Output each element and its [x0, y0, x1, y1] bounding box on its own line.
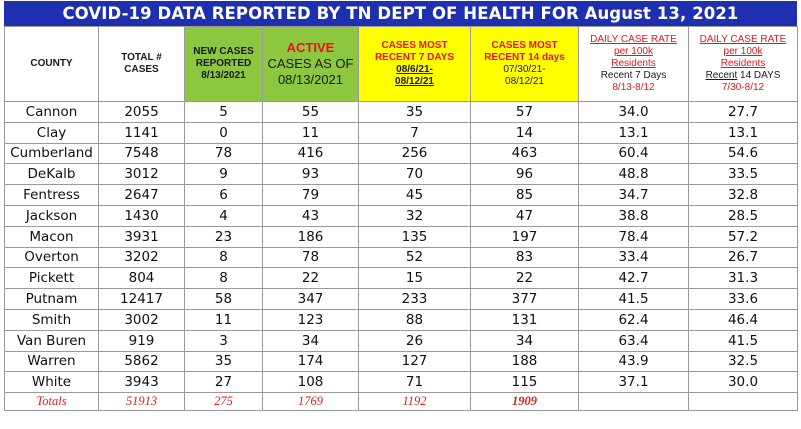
cell-new-cases: 0 — [185, 122, 263, 143]
cell-total-cases: 919 — [99, 330, 185, 351]
cell-recent-7: 35 — [359, 102, 471, 123]
cell-recent-7: 7 — [359, 122, 471, 143]
cell-active-cases: 186 — [263, 226, 359, 247]
cell-recent-14: 96 — [471, 164, 579, 185]
cell-total-cases: 3943 — [99, 372, 185, 393]
cell-active-cases: 55 — [263, 102, 359, 123]
cell-new-cases: 11 — [185, 309, 263, 330]
cell-new-cases: 8 — [185, 247, 263, 268]
cell-county: Smith — [5, 309, 99, 330]
cell-total-cases: 2055 — [99, 102, 185, 123]
cell-recent-14: 115 — [471, 372, 579, 393]
cell-recent-14: 34 — [471, 330, 579, 351]
cell-rate-14: 26.7 — [689, 247, 798, 268]
cell-total-cases: 3931 — [99, 226, 185, 247]
table-row — [5, 372, 798, 393]
cell-active-cases: 43 — [263, 205, 359, 226]
cell-rate-7: 37.1 — [579, 372, 689, 393]
cell-active-cases: 93 — [263, 164, 359, 185]
cell-recent-7: 32 — [359, 205, 471, 226]
cell-new-cases: 4 — [185, 205, 263, 226]
cell-county: Cumberland — [5, 143, 99, 164]
cell-recent-14: 377 — [471, 289, 579, 310]
cell-recent-14: 197 — [471, 226, 579, 247]
table-row — [5, 289, 798, 310]
cell-rate-7: 42.7 — [579, 268, 689, 289]
cell-new-cases: 58 — [185, 289, 263, 310]
cell-recent-7: 45 — [359, 185, 471, 206]
cell-rate-7: 48.8 — [579, 164, 689, 185]
header-row — [5, 27, 798, 102]
cell-new-cases: 6 — [185, 185, 263, 206]
cell-rate-14: 32.5 — [689, 351, 798, 372]
cell-recent-14: 83 — [471, 247, 579, 268]
county-data-table — [4, 26, 798, 411]
cell-rate-7: 38.8 — [579, 205, 689, 226]
table-row — [5, 185, 798, 206]
table-row — [5, 143, 798, 164]
cell-recent-7: 52 — [359, 247, 471, 268]
cell-rate-7: 41.5 — [579, 289, 689, 310]
cell-recent-7: 26 — [359, 330, 471, 351]
cell-recent-14: 22 — [471, 268, 579, 289]
cell-new-cases: 35 — [185, 351, 263, 372]
cell-county: Van Buren — [5, 330, 99, 351]
cell-recent-7: 127 — [359, 351, 471, 372]
cell-total-cases: 2647 — [99, 185, 185, 206]
cell-county: Clay — [5, 122, 99, 143]
table-row — [5, 330, 798, 351]
total-rate-7 — [579, 393, 689, 411]
cell-total-cases: 3002 — [99, 309, 185, 330]
cell-active-cases: 78 — [263, 247, 359, 268]
cell-new-cases: 23 — [185, 226, 263, 247]
cell-total-cases: 7548 — [99, 143, 185, 164]
cell-total-cases: 804 — [99, 268, 185, 289]
cell-county: Overton — [5, 247, 99, 268]
cell-recent-7: 233 — [359, 289, 471, 310]
cell-rate-14: 46.4 — [689, 309, 798, 330]
cell-recent-7: 88 — [359, 309, 471, 330]
cell-recent-14: 463 — [471, 143, 579, 164]
cell-rate-14: 28.5 — [689, 205, 798, 226]
cell-county: Putnam — [5, 289, 99, 310]
cell-active-cases: 34 — [263, 330, 359, 351]
total-county: Totals — [5, 393, 99, 411]
cell-rate-7: 34.7 — [579, 185, 689, 206]
cell-rate-14: 31.3 — [689, 268, 798, 289]
cell-county: White — [5, 372, 99, 393]
cell-rate-14: 13.1 — [689, 122, 798, 143]
cell-recent-14: 57 — [471, 102, 579, 123]
table-row — [5, 247, 798, 268]
cell-recent-7: 70 — [359, 164, 471, 185]
total-recent-7: 1192 — [359, 393, 471, 411]
cell-recent-14: 85 — [471, 185, 579, 206]
cell-recent-7: 15 — [359, 268, 471, 289]
cell-recent-14: 188 — [471, 351, 579, 372]
cell-total-cases: 5862 — [99, 351, 185, 372]
covid-report — [4, 1, 797, 411]
cell-recent-14: 47 — [471, 205, 579, 226]
table-row — [5, 164, 798, 185]
total-total-cases: 51913 — [99, 393, 185, 411]
cell-new-cases: 3 — [185, 330, 263, 351]
cell-rate-14: 54.6 — [689, 143, 798, 164]
cell-new-cases: 9 — [185, 164, 263, 185]
cell-active-cases: 174 — [263, 351, 359, 372]
cell-rate-14: 33.5 — [689, 164, 798, 185]
cell-recent-7: 71 — [359, 372, 471, 393]
report-title: COVID-19 DATA REPORTED BY TN DEPT OF HEALTH FOR August 13, 2021 — [4, 1, 797, 26]
cell-recent-7: 256 — [359, 143, 471, 164]
total-new-cases: 275 — [185, 393, 263, 411]
totals-row — [5, 393, 798, 411]
cell-county: Pickett — [5, 268, 99, 289]
cell-rate-14: 27.7 — [689, 102, 798, 123]
cell-rate-7: 34.0 — [579, 102, 689, 123]
cell-rate-7: 63.4 — [579, 330, 689, 351]
total-rate-14 — [689, 393, 798, 411]
cell-rate-7: 33.4 — [579, 247, 689, 268]
cell-rate-14: 30.0 — [689, 372, 798, 393]
header-active-cases: ACTIVE CASES AS OF 08/13/2021 — [263, 27, 359, 102]
cell-county: Macon — [5, 226, 99, 247]
cell-new-cases: 78 — [185, 143, 263, 164]
cell-rate-14: 33.6 — [689, 289, 798, 310]
header-county: COUNTY — [5, 27, 99, 102]
cell-active-cases: 108 — [263, 372, 359, 393]
cell-county: DeKalb — [5, 164, 99, 185]
header-total-cases: TOTAL # CASES — [99, 27, 185, 102]
table-row — [5, 351, 798, 372]
table-row — [5, 268, 798, 289]
cell-active-cases: 123 — [263, 309, 359, 330]
table-row — [5, 205, 798, 226]
header-recent-14-days: CASES MOST RECENT 14 days 07/30/21- 08/12/21 — [471, 27, 579, 102]
cell-rate-7: 43.9 — [579, 351, 689, 372]
table-row — [5, 122, 798, 143]
cell-total-cases: 1430 — [99, 205, 185, 226]
cell-rate-7: 13.1 — [579, 122, 689, 143]
cell-new-cases: 5 — [185, 102, 263, 123]
cell-new-cases: 27 — [185, 372, 263, 393]
cell-active-cases: 416 — [263, 143, 359, 164]
total-recent-14: 1909 — [471, 393, 579, 411]
cell-rate-7: 60.4 — [579, 143, 689, 164]
cell-active-cases: 11 — [263, 122, 359, 143]
total-active-cases: 1769 — [263, 393, 359, 411]
cell-recent-14: 14 — [471, 122, 579, 143]
cell-county: Cannon — [5, 102, 99, 123]
table-row — [5, 102, 798, 123]
cell-county: Jackson — [5, 205, 99, 226]
cell-rate-14: 41.5 — [689, 330, 798, 351]
header-rate-14-days: DAILY CASE RATE per 100k Residents Recent 14 DAYS 7/30-8/12 — [689, 27, 798, 102]
cell-active-cases: 347 — [263, 289, 359, 310]
cell-active-cases: 22 — [263, 268, 359, 289]
table-row — [5, 226, 798, 247]
header-recent-7-days: CASES MOST RECENT 7 DAYS 08/6/21- 08/12/21 — [359, 27, 471, 102]
header-rate-7-days: DAILY CASE RATE per 100k Residents Recent 7 Days 8/13-8/12 — [579, 27, 689, 102]
cell-new-cases: 8 — [185, 268, 263, 289]
cell-total-cases: 1141 — [99, 122, 185, 143]
cell-recent-7: 135 — [359, 226, 471, 247]
cell-recent-14: 131 — [471, 309, 579, 330]
cell-county: Fentress — [5, 185, 99, 206]
cell-total-cases: 3012 — [99, 164, 185, 185]
cell-rate-14: 32.8 — [689, 185, 798, 206]
cell-active-cases: 79 — [263, 185, 359, 206]
cell-total-cases: 12417 — [99, 289, 185, 310]
cell-rate-14: 57.2 — [689, 226, 798, 247]
header-new-cases: NEW CASES REPORTED 8/13/2021 — [185, 27, 263, 102]
table-row — [5, 309, 798, 330]
table-body — [5, 102, 798, 411]
cell-rate-7: 62.4 — [579, 309, 689, 330]
cell-total-cases: 3202 — [99, 247, 185, 268]
cell-rate-7: 78.4 — [579, 226, 689, 247]
cell-county: Warren — [5, 351, 99, 372]
